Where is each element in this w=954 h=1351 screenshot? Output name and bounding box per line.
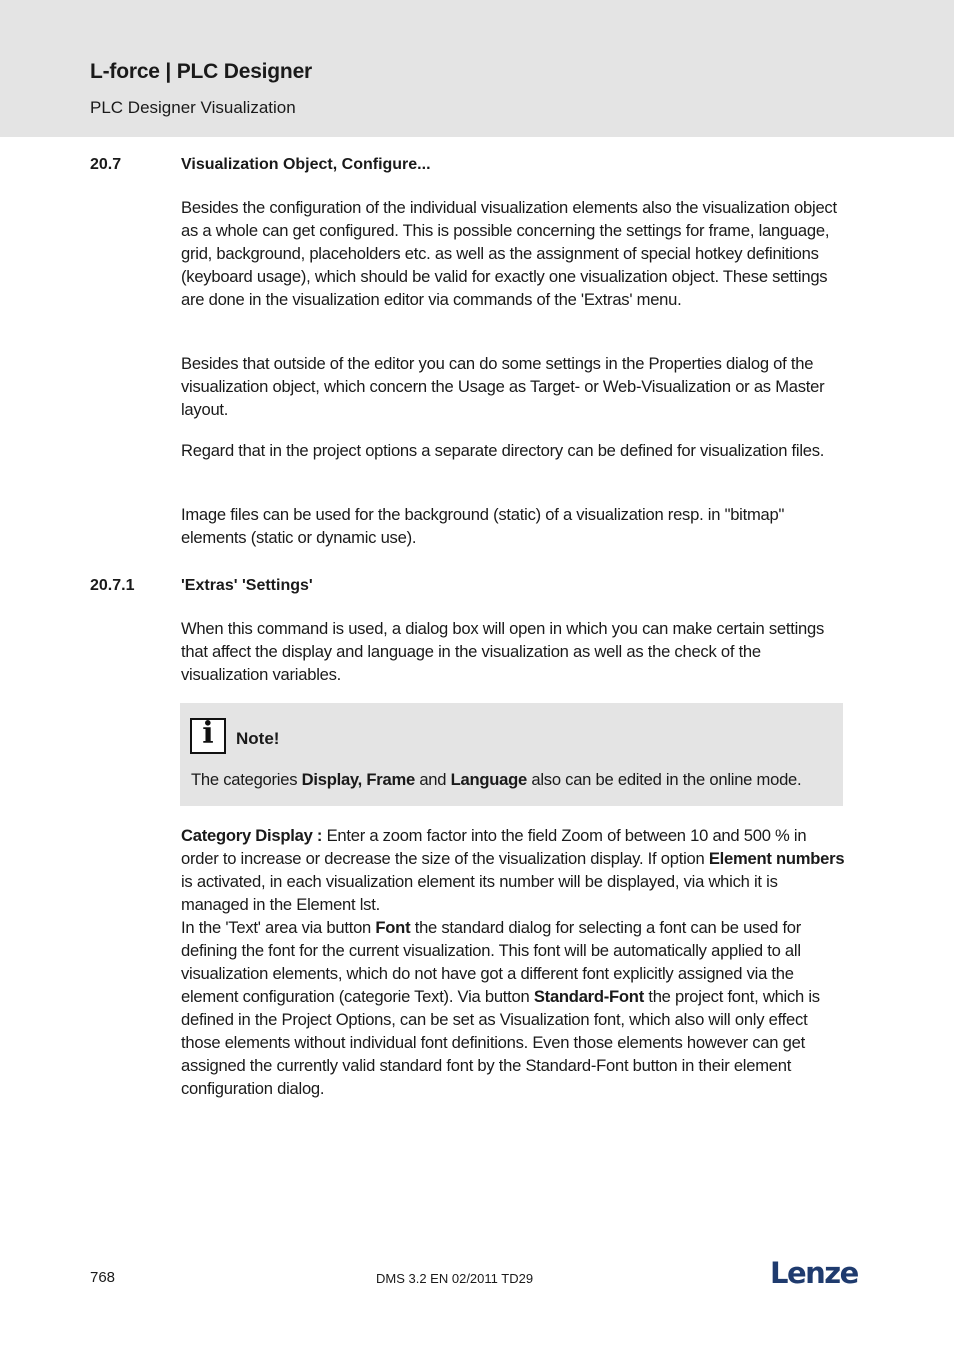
header-subtitle: PLC Designer Visualization [90, 98, 296, 117]
note-box [180, 703, 843, 806]
subsection-title: 'Extras' 'Settings' [181, 577, 313, 594]
section-title: Visualization Object, Configure... [181, 156, 431, 173]
page-number: 768 [90, 1269, 116, 1286]
lenze-logo: Lenze [770, 1256, 858, 1290]
page-header [0, 0, 954, 137]
category-display-paragraph: Category Display : Enter a zoom factor into the field Zoom of between 10 and 500 % in order to increase or decrease the size of the visualization display. If option Element numbers is activated, in each visualization element its number will be displayed, via which it is managed in the Element lst. In the 'Text' area via button Font the standard dialog for selecting a font can be used for defining the font for the current visualization. This font will be automatically applied to all visualization elements, which do not have got a different font explicitly assigned via the element configuration (categorie Text). Via button Standard-Font the project font, which is defined in the Project Options, can be set as Visualization font, which also will only effect those elements without individual font definitions. Even those elements however can get assigned the currently valid standard font by the Standard-Font button in their element configuration dialog. [181, 826, 845, 1098]
note-title: Note! [236, 729, 280, 748]
section-paragraph-3: Regard that in the project options a separate directory can be defined for visualization files. [181, 441, 825, 460]
section-paragraph-4: Image files can be used for the background (static) of a visualization resp. in "bitmap" elements (static or dynamic use). [181, 505, 785, 547]
subsection-number: 20.7.1 [90, 577, 135, 594]
note-text: The categories Display, Frame and Language also can be edited in the online mode. [191, 770, 802, 789]
section-paragraph-2: Besides that outside of the editor you can do some settings in the Properties dialog of the visualization object, which concern the Usage as Target- or Web-Visualization or as Master layout. [181, 354, 825, 419]
subsection-intro: When this command is used, a dialog box will open in which you can make certain settings that affect the display and language in the visualization as well as the check of the visualization variables. [181, 619, 825, 684]
document-id: DMS 3.2 EN 02/2011 TD29 [376, 1271, 534, 1286]
section-paragraph-1: Besides the configuration of the individual visualization elements also the visualization object as a whole can get configured. This is possible concerning the settings for frame, language, grid, background, placeholders etc. as well as the assignment of special hotkey definitions (keyboard usage), which should be valid for exactly one visualization object. These settings are done in the visualization editor via commands of the 'Extras' menu. [181, 198, 837, 309]
info-icon: i [190, 718, 226, 754]
section-number: 20.7 [90, 156, 122, 173]
header-title: L-force | PLC Designer [90, 60, 313, 83]
